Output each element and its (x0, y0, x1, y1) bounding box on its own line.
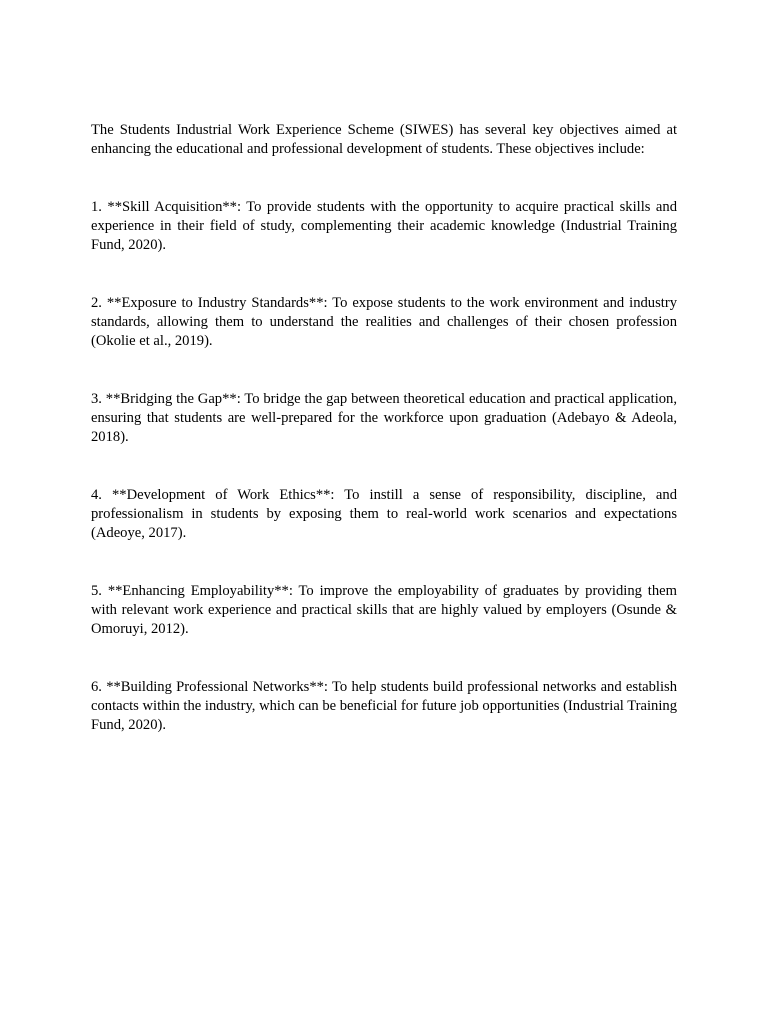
objective-paragraph-4: 4. **Development of Work Ethics**: To instill a sense of responsibility, discipline, and professionalism in students by exposing them to real-world work scenarios and expectations (Adeoye, 2017). (91, 486, 677, 542)
document-body (91, 121, 677, 735)
objective-paragraph-1: 1. **Skill Acquisition**: To provide students with the opportunity to acquire practical skills and experience in their field of study, complementing their academic knowledge (Industrial Training Fund, 2020). (91, 198, 677, 254)
objective-paragraph-5: 5. **Enhancing Employability**: To improve the employability of graduates by providing them with relevant work experience and practical skills that are highly valued by employers (Osunde & Omoruyi, 2012). (91, 582, 677, 638)
objective-paragraph-3: 3. **Bridging the Gap**: To bridge the gap between theoretical education and practical application, ensuring that students are well-prepared for the workforce upon graduation (Adebayo & Adeola, 2018). (91, 390, 677, 446)
objective-paragraph-6: 6. **Building Professional Networks**: To help students build professional networks and establish contacts within the industry, which can be beneficial for future job opportunities (Industrial Training Fund, 2020). (91, 678, 677, 734)
objective-paragraph-2: 2. **Exposure to Industry Standards**: To expose students to the work environment and industry standards, allowing them to understand the realities and challenges of their chosen profession (Okolie et al., 2019). (91, 294, 677, 350)
intro-paragraph: The Students Industrial Work Experience Scheme (SIWES) has several key objectives aimed at enhancing the educational and professional development of students. These objectives include: (91, 122, 677, 158)
